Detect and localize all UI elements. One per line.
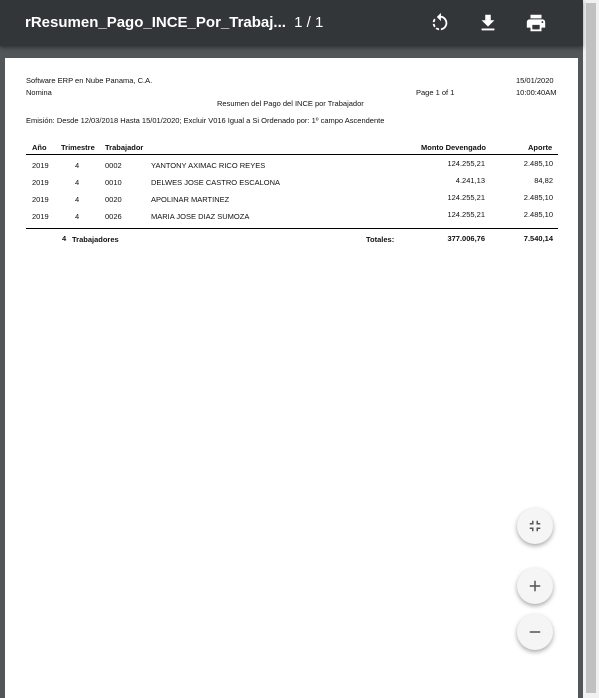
row-ano: 2019 <box>32 178 49 187</box>
row-nombre: MARIA JOSE DIAZ SUMOZA <box>151 212 250 221</box>
minus-icon[interactable] <box>517 614 553 650</box>
report-time: 10:00:40AM <box>516 88 557 97</box>
row-trimestre: 4 <box>75 178 80 187</box>
scrollbar-thumb[interactable] <box>586 3 596 693</box>
row-codigo: 0026 <box>105 212 122 221</box>
fit-to-page-icon[interactable] <box>517 508 553 544</box>
row-aporte: 2.485,10 <box>523 210 553 219</box>
rotate-icon[interactable] <box>429 12 451 34</box>
page-label: Page 1 of 1 <box>416 88 455 97</box>
worker-count: 4 <box>62 234 67 243</box>
total-aporte: 7.540,14 <box>523 234 553 243</box>
row-aporte: 84,82 <box>534 176 553 185</box>
header-monto: Monto Devengado <box>421 143 486 152</box>
document-title <box>25 14 323 31</box>
row-ano: 2019 <box>32 161 49 170</box>
report-date: 15/01/2020 <box>516 76 554 85</box>
row-monto: 124.255,21 <box>447 159 485 168</box>
row-codigo: 0020 <box>105 195 122 204</box>
row-nombre: DELWES JOSE CASTRO ESCALONA <box>151 178 281 187</box>
module-name: Nomina <box>26 88 52 97</box>
row-monto: 124.255,21 <box>447 210 485 219</box>
row-nombre: YANTONY AXIMAC RICO REYES <box>151 161 266 170</box>
pdf-toolbar <box>0 0 583 46</box>
pdf-page <box>5 58 578 698</box>
totals-label: Totales: <box>366 235 395 244</box>
total-monto: 377.006,76 <box>447 234 485 243</box>
row-monto: 4.241,13 <box>455 176 485 185</box>
row-ano: 2019 <box>32 212 49 221</box>
row-codigo: 0010 <box>105 178 122 187</box>
row-trimestre: 4 <box>75 212 80 221</box>
row-aporte: 2.485,10 <box>523 193 553 202</box>
header-trabajador: Trabajador <box>105 143 144 152</box>
header-divider <box>26 154 558 155</box>
row-monto: 124.255,21 <box>447 193 485 202</box>
row-trimestre: 4 <box>75 195 80 204</box>
download-icon[interactable] <box>477 12 499 34</box>
report-filter: Emisión: Desde 12/03/2018 Hasta 15/01/2020; Excluir V016 Igual a Si Ordenado por: 1º campo Ascendente <box>26 116 385 125</box>
pdf-viewer[interactable] <box>0 46 583 698</box>
row-trimestre: 4 <box>75 161 80 170</box>
print-icon[interactable] <box>525 12 547 34</box>
document-title-text: rResumen_Pago_INCE_Por_Trabaj... <box>25 14 286 31</box>
plus-icon[interactable] <box>517 568 553 604</box>
report-title: Resumen del Pago del INCE por Trabajador <box>217 99 364 108</box>
totals-divider <box>26 228 558 229</box>
worker-count-label: Trabajadores <box>72 235 119 244</box>
header-trimestre: Trimestre <box>61 143 95 152</box>
row-nombre: APOLINAR MARTINEZ <box>151 195 230 204</box>
header-aporte: Aporte <box>528 143 553 152</box>
header-ano: Año <box>32 143 47 152</box>
company-name: Software ERP en Nube Panama, C.A. <box>26 76 153 85</box>
page-counter: 1 / 1 <box>294 14 324 31</box>
row-ano: 2019 <box>32 195 49 204</box>
row-aporte: 2.485,10 <box>523 159 553 168</box>
row-codigo: 0002 <box>105 161 122 170</box>
